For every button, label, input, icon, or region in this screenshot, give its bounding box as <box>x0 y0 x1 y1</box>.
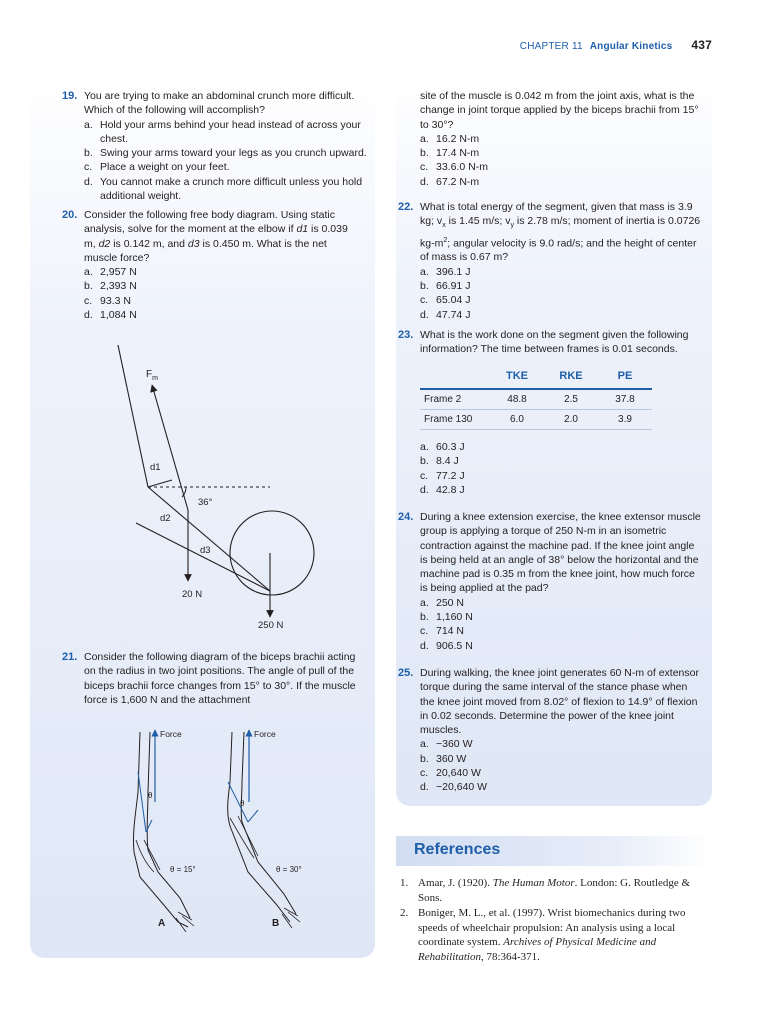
option-a: a. 2,957 N <box>84 266 137 279</box>
question-text: During walking, the knee joint generates 60 N-m of extensor torque during the same interval of the stance phase when the knee joint moved from 8.02° of flexion to 14.9° of flexion in 0.02 seconds. Determine the power of the knee joint muscles. <box>420 667 699 737</box>
option-c: c. 33.6.0 N-m <box>420 161 488 174</box>
question-22 <box>398 200 704 322</box>
references-list <box>400 876 712 965</box>
option-c: c. 65.04 J <box>420 294 471 307</box>
option-a: a. Hold your arms behind your head instead of across your chest. <box>84 118 361 145</box>
reference-item: 2. Boniger, M. L., et al. (1997). Wrist biomechanics during two speeds of wheelchair propulsion: An analysis using a local coordinate system. Archives of Physical Medicine and Rehabilitation, 78:364-371. <box>400 907 686 963</box>
table-row: Frame 2 48.8 2.5 37.8 <box>420 389 652 410</box>
option-d: d. −20,640 W <box>420 781 488 794</box>
free-body-diagram <box>100 335 330 635</box>
question-number: 19. <box>62 90 78 102</box>
option-b: b. 17.4 N-m <box>420 147 480 160</box>
option-d: d. 906.5 N <box>420 639 473 652</box>
header-tke: TKE <box>490 370 544 389</box>
question-number: 23. <box>398 329 414 341</box>
option-d: d. 1,084 N <box>84 309 137 322</box>
angle-30-label: θ = 30° <box>276 865 302 874</box>
d3-label: d3 <box>200 545 211 556</box>
option-b: b. Swing your arms toward your legs as you crunch upward. <box>84 147 367 160</box>
question-20 <box>62 208 362 322</box>
weight-ball <box>230 511 314 595</box>
option-c: c. 20,640 W <box>420 767 481 780</box>
references-title: References <box>414 841 501 858</box>
angle-label: 36° <box>198 497 213 508</box>
options-list <box>420 440 704 497</box>
option-b: b. 8.4 J <box>420 455 459 468</box>
option-b: b. 1,160 N <box>420 611 473 624</box>
options-list <box>84 265 362 322</box>
options-list <box>420 596 704 653</box>
figure-b <box>228 730 300 928</box>
reference-item: 1. Amar, J. (1920). The Human Motor. London: G. Routledge & Sons. <box>400 877 691 904</box>
question-text: During a knee extension exercise, the knee extensor muscle group is applying a torque of 250 N-m in an isometric contraction against the machine pad. If the knee joint angle is being held at an angle of 38° below the horizontal and the machine pad is 0.35 m from the knee joint, how much force is being applied at the pad? <box>420 511 701 595</box>
muscle-force-arrow <box>152 385 188 510</box>
question-21 <box>62 650 362 707</box>
question-text: What is the work done on the segment given the following information? The time between frames is 0.01 seconds. <box>420 329 689 356</box>
table-row: Frame 130 6.0 2.0 3.9 <box>420 410 652 430</box>
option-b: b. 2,393 N <box>84 280 137 293</box>
question-25 <box>398 666 704 795</box>
section-title: Angular Kinetics <box>589 41 673 52</box>
option-d: d. 67.2 N-m <box>420 175 480 188</box>
question-text: What is total energy of the segment, given that mass is 3.9 kg; $v_x$ is 1.45 m/s; $v_y$ is 2.78 m/s; moment of inertia is 0.0726 $kg-m^2$; angular velocity is 9.0 rad/s; and the height of center of mass is 0.67 m? <box>420 201 701 264</box>
question-number: 24. <box>398 511 414 523</box>
option-a: a. 60.3 J <box>420 441 465 453</box>
running-head <box>520 38 712 52</box>
d2-label: d2 <box>160 513 171 524</box>
d1-line <box>148 480 172 487</box>
force-250n-label: 250 N <box>258 620 284 631</box>
question-text: Consider the following free body diagram. Using static analysis, solve for the moment at the elbow if d1 is 0.039 m, d2 is 0.142 m, and d3 is 0.450 m. What is the net muscle force? <box>84 209 348 264</box>
option-a: a. 396.1 J <box>420 265 471 278</box>
question-text-part-1: Consider the following diagram of the biceps brachii acting on the radius in two joint positions. The angle of pull of the biceps brachii force changes from 15° to 30°. If the muscle force is 1,600 N and the attachment <box>84 651 356 706</box>
option-a: a. 16.2 N-m <box>420 132 480 145</box>
option-c: c. 714 N <box>420 625 465 638</box>
option-a: a. −360 W <box>420 738 473 751</box>
option-b: b. 66.91 J <box>420 280 471 293</box>
option-d: d. 47.74 J <box>420 308 471 321</box>
option-d: d. 42.8 J <box>420 483 465 496</box>
options-list <box>84 118 372 204</box>
question-19 <box>62 89 372 203</box>
upper-arm-line <box>118 345 148 487</box>
question-23 <box>398 328 704 357</box>
biceps-figure <box>118 722 348 932</box>
options-list <box>420 132 704 189</box>
figure-a-label: A <box>158 918 166 929</box>
question-text: You are trying to make an abdominal crunch more difficult. Which of the following will accomplish? <box>84 90 355 117</box>
question-text-part-2: site of the muscle is 0.042 m from the joint axis, what is the change in joint torque applied by the biceps brachii from 15° to 30°? <box>420 90 699 131</box>
energy-table <box>420 370 652 430</box>
question-23-options <box>420 440 704 497</box>
question-21-continued <box>420 89 704 189</box>
question-number: 22. <box>398 201 414 213</box>
references-banner <box>396 836 712 866</box>
question-number: 20. <box>62 209 78 221</box>
figure-b-label: B <box>272 918 280 929</box>
option-c: c. 77.2 J <box>420 469 465 482</box>
d1-label: d1 <box>150 462 161 473</box>
fm-label: $F_m$ <box>146 369 158 382</box>
header-pe: PE <box>598 370 652 389</box>
theta-label-b: θ <box>240 799 245 808</box>
question-number: 25. <box>398 667 414 679</box>
chapter-label: CHAPTER 11 <box>519 41 583 52</box>
page-number: 437 <box>691 38 712 52</box>
option-c: c. Place a weight on your feet. <box>84 161 230 174</box>
angle-15-label: θ = 15° <box>170 865 196 874</box>
question-24 <box>398 510 704 653</box>
options-list <box>420 265 704 322</box>
options-list <box>420 737 704 794</box>
figure-a <box>133 730 194 932</box>
theta-label-a: θ <box>148 791 153 800</box>
force-label-a: Force <box>160 729 182 739</box>
question-number: 21. <box>62 651 78 663</box>
option-a: a. 250 N <box>420 596 465 609</box>
force-label-b: Force <box>254 729 276 739</box>
force-20n-label: 20 N <box>182 589 203 600</box>
option-b: b. 360 W <box>420 752 467 765</box>
option-c: c. 93.3 N <box>84 294 131 307</box>
header-rke: RKE <box>544 370 598 389</box>
option-d: d. You cannot make a crunch more difficult unless you hold additional weight. <box>84 175 363 203</box>
table-header-row <box>420 370 652 389</box>
